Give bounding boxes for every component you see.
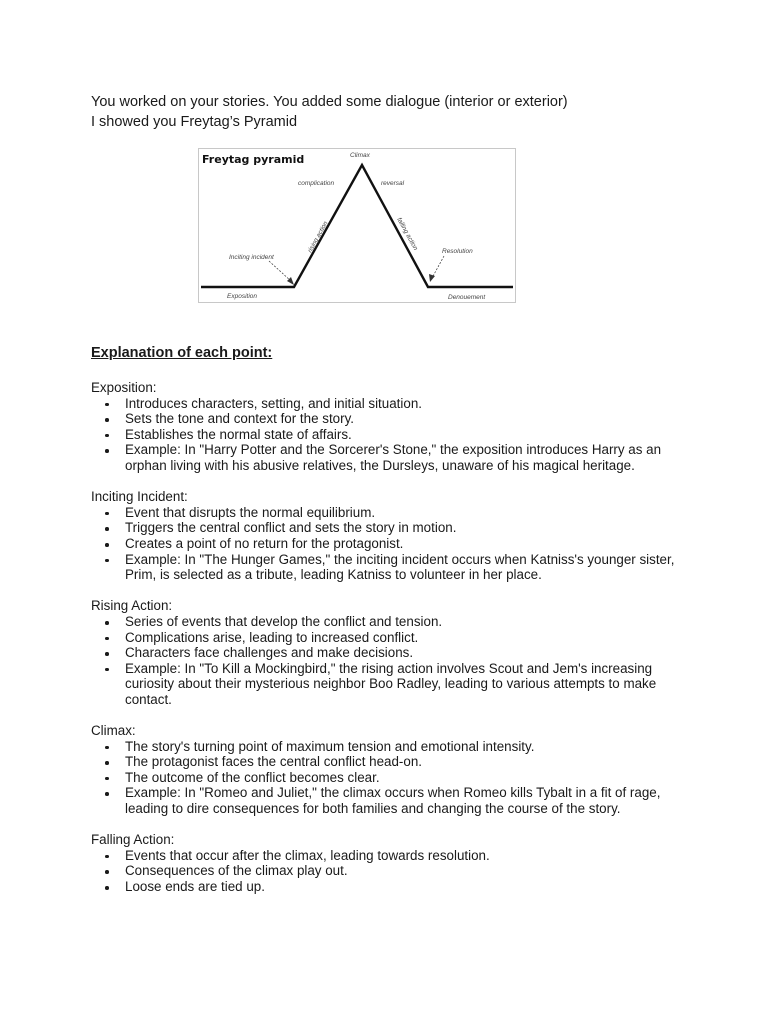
freytag-pyramid-graphic: [199, 149, 515, 302]
section-title: Climax:: [91, 723, 136, 739]
section-title: Rising Action:: [91, 598, 173, 614]
bullet-item: Example: In "To Kill a Mockingbird," the rising action involves Scout and Jem's increasing curiosity about their mysterious neighbor Boo Radley, leading to various attempts to make contact.: [91, 661, 691, 708]
bullet-item: Example: In "Romeo and Juliet," the climax occurs when Romeo kills Tybalt in a fit of rage, leading to dire consequences for both families and changing the course of the story.: [91, 785, 691, 816]
label-complication: complication: [298, 180, 335, 187]
label-exposition: Exposition: [227, 293, 257, 300]
bullet-list: [91, 739, 691, 817]
freytag-pyramid-diagram: [198, 148, 516, 303]
section-rising-action: [91, 598, 691, 707]
bullet-item: Consequences of the climax play out.: [91, 863, 691, 879]
section-climax: [91, 723, 691, 817]
bullet-item: Characters face challenges and make decisions.: [91, 645, 691, 661]
bullet-list: [91, 505, 691, 583]
bullet-list: [91, 396, 691, 474]
pyramid-line: [201, 165, 513, 287]
bullet-item: The story's turning point of maximum tension and emotional intensity.: [91, 739, 691, 755]
intro-text: [91, 92, 568, 132]
section-title: Inciting Incident:: [91, 489, 188, 505]
section-falling-action: [91, 832, 691, 894]
section-title: Exposition:: [91, 380, 157, 395]
bullet-item: The protagonist faces the central conflict head-on.: [91, 754, 691, 770]
intro-line-1: You worked on your stories. You added some dialogue (interior or exterior): [91, 94, 568, 110]
section-inciting-incident: [91, 489, 691, 583]
label-rising-action: rising action: [306, 220, 330, 254]
bullet-list: [91, 848, 691, 895]
label-climax: Climax: [350, 152, 370, 159]
bullet-item: Complications arise, leading to increased conflict.: [91, 630, 691, 646]
bullet-item: The outcome of the conflict becomes clear.: [91, 770, 691, 786]
explanation-sections: [91, 380, 691, 910]
bullet-item: Establishes the normal state of affairs.: [91, 427, 691, 443]
bullet-item: Example: In "The Hunger Games," the inciting incident occurs when Katniss's younger sister, Prim, is selected as a tribute, leading Katniss to volunteer in her place.: [91, 552, 691, 583]
bullet-item: Introduces characters, setting, and initial situation.: [91, 396, 691, 412]
section-title: Falling Action:: [91, 832, 175, 848]
intro-line-2: I showed you Freytag’s Pyramid: [91, 114, 298, 130]
label-denouement: Denouement: [448, 294, 486, 301]
label-reversal: reversal: [381, 180, 405, 187]
bullet-item: Event that disrupts the normal equilibrium.: [91, 505, 691, 521]
bullet-item: Example: In "Harry Potter and the Sorcerer's Stone," the exposition introduces Harry as an orphan living with his abusive relatives, the Dursleys, unaware of his magical heritage.: [91, 442, 691, 473]
bullet-item: Sets the tone and context for the story.: [91, 411, 691, 427]
resolution-arrow: [429, 256, 444, 282]
section-exposition: [91, 380, 691, 474]
label-inciting-incident: Inciting incident: [229, 254, 274, 261]
diagram-title: Freytag pyramid: [202, 153, 305, 166]
bullet-list: [91, 614, 691, 708]
label-falling-action: falling action: [395, 216, 419, 252]
label-resolution: Resolution: [442, 248, 473, 255]
bullet-item: Events that occur after the climax, leading towards resolution.: [91, 848, 691, 864]
section-heading: Explanation of each point:: [91, 345, 273, 361]
inciting-incident-arrow: [269, 261, 294, 285]
bullet-item: Triggers the central conflict and sets the story in motion.: [91, 520, 691, 536]
bullet-item: Creates a point of no return for the protagonist.: [91, 536, 691, 552]
bullet-item: Loose ends are tied up.: [91, 879, 691, 895]
bullet-item: Series of events that develop the conflict and tension.: [91, 614, 691, 630]
